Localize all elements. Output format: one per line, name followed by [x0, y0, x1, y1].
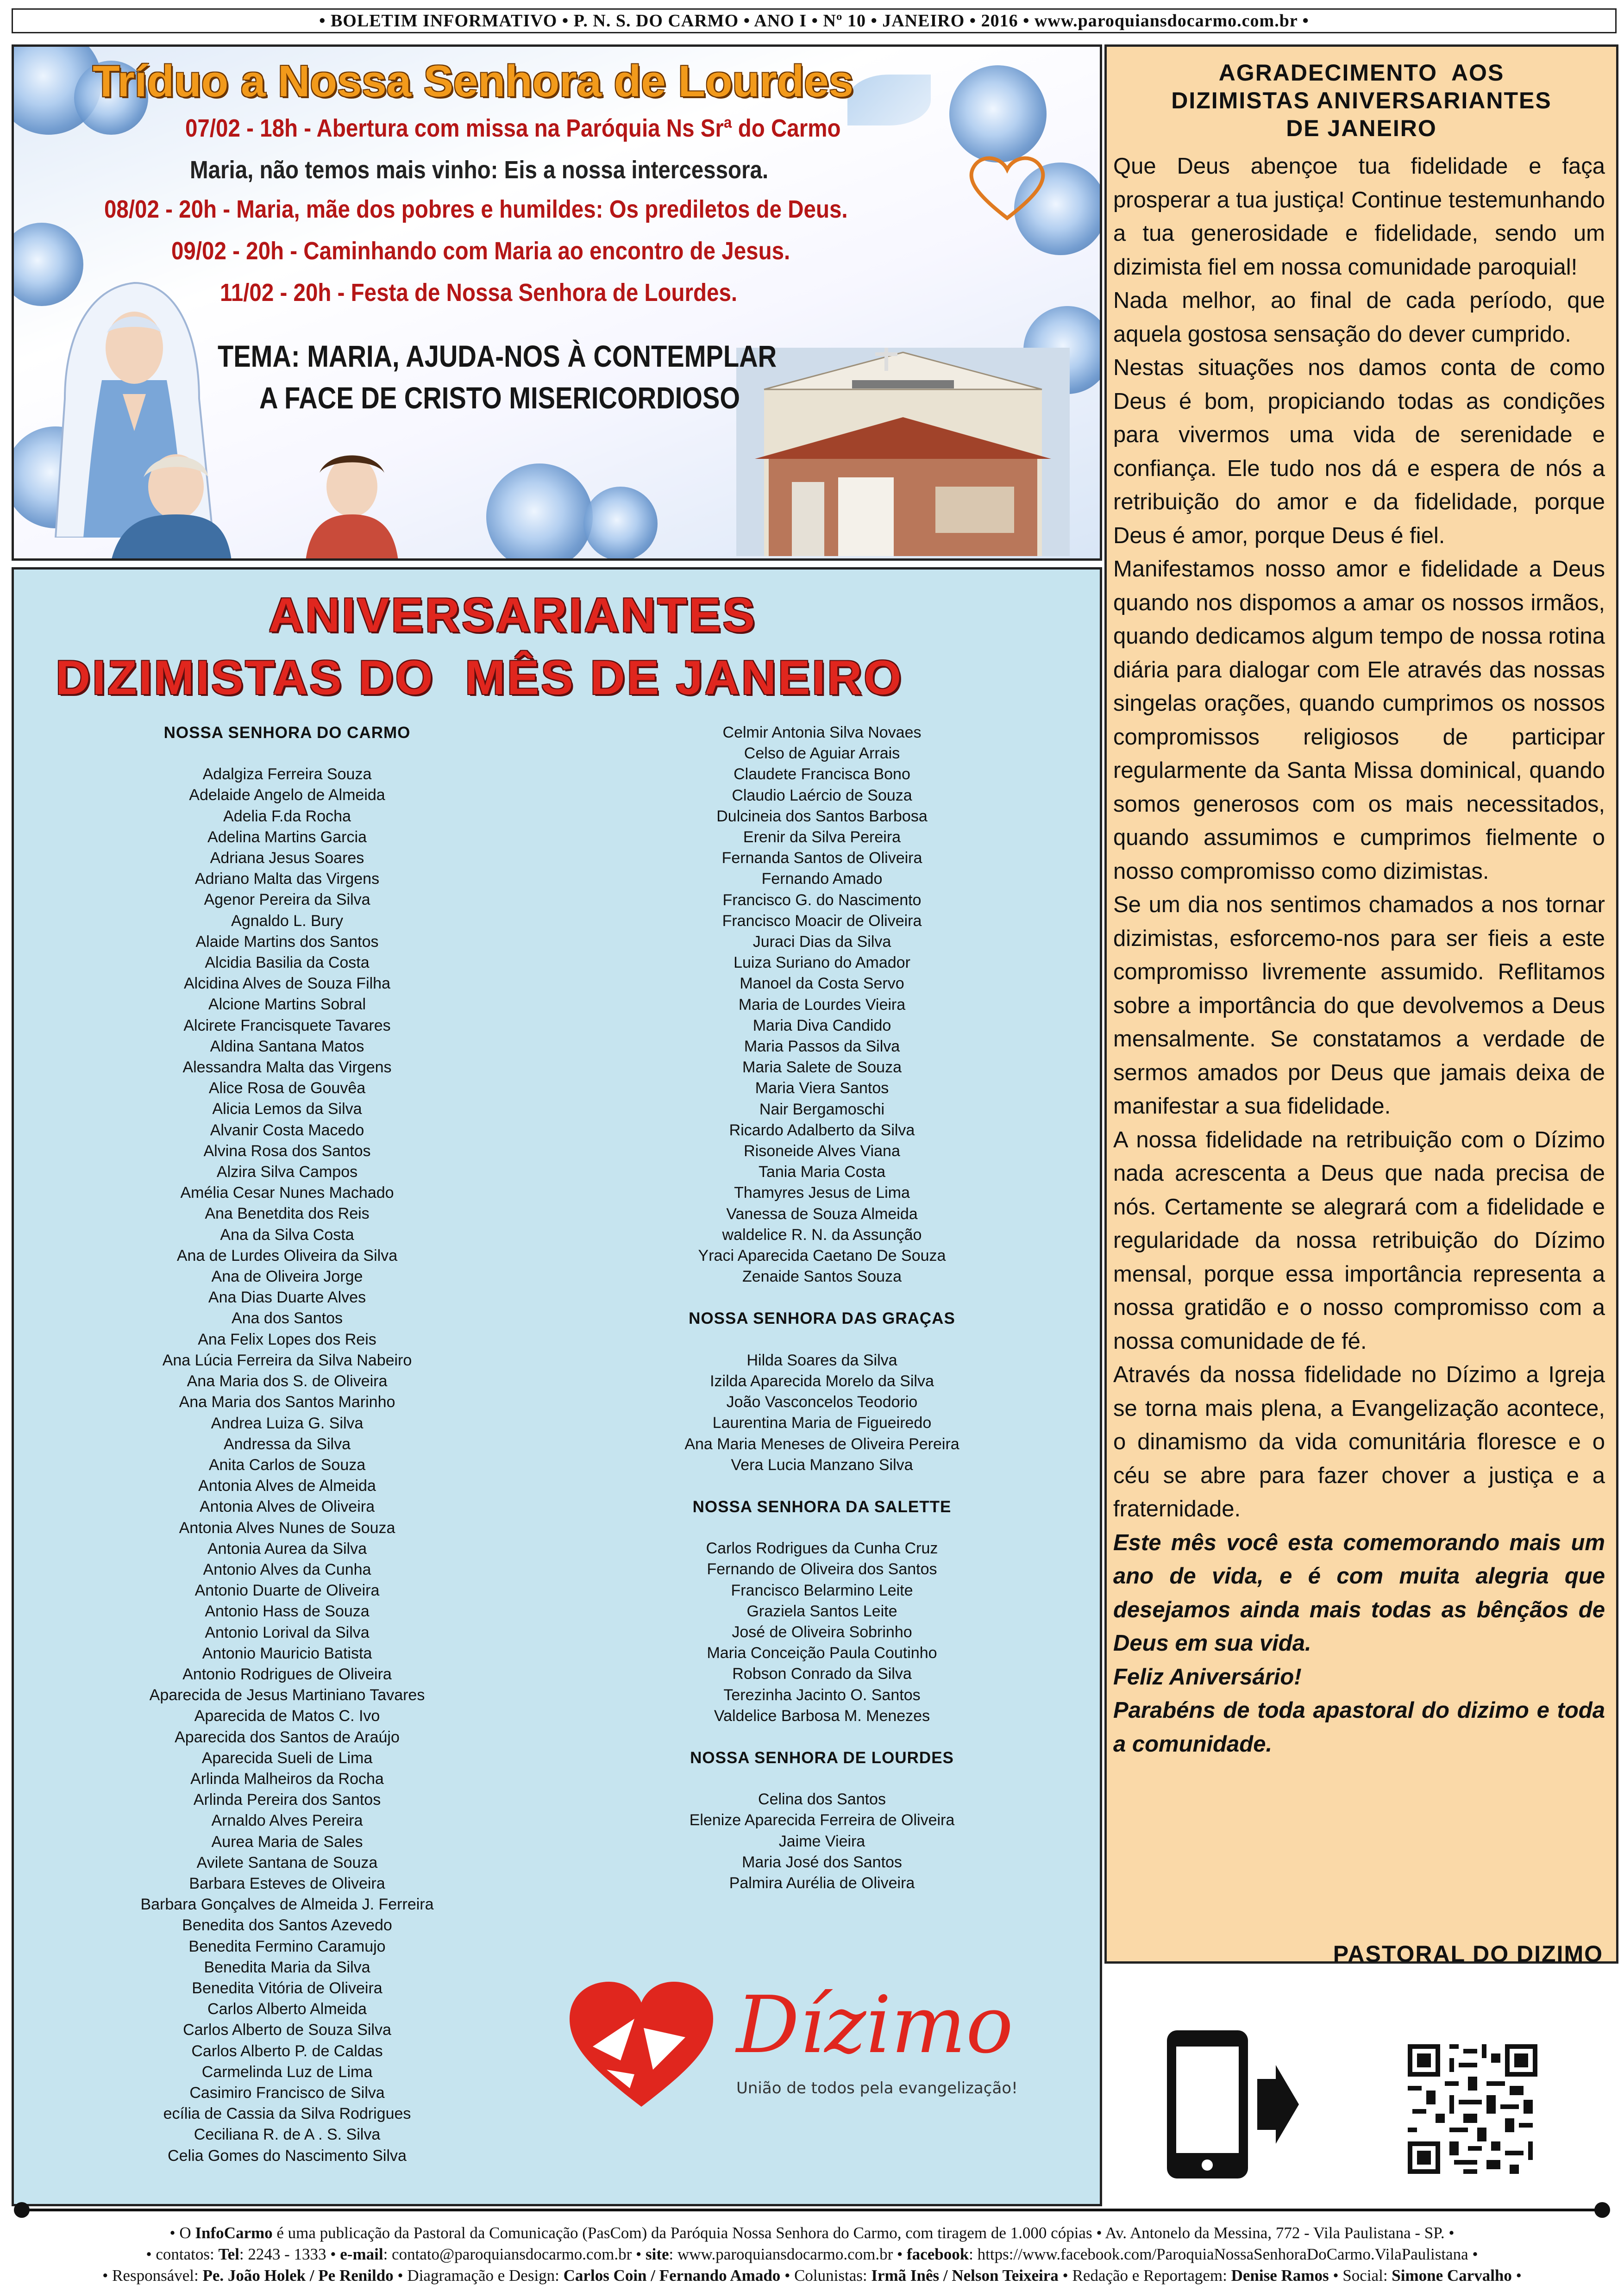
name-entry: Andrea Luiza G. Silva: [211, 1414, 364, 1432]
footer-line-1: [0, 2222, 1624, 2244]
birthday-list-panel: [12, 567, 1102, 2206]
banner-line-5-text: 11/02 - 20h - Festa de Nossa Senhora de Lourdes.: [220, 279, 738, 307]
name-entry: Maria Salete de Souza: [742, 1058, 902, 1077]
child-figure-illustration: [93, 445, 241, 561]
name-entry: Laurentina Maria de Figueiredo: [712, 1414, 932, 1432]
footer-text: Pe. João Holek / Pe Renildo: [202, 2266, 394, 2285]
saint-figure-illustration: [292, 445, 412, 561]
name-entry: Maria de Lourdes Vieira: [738, 995, 906, 1014]
name-entry: Antonia Alves de Almeida: [198, 1477, 376, 1495]
name-entry: Fernando Amado: [761, 870, 883, 888]
section-title-lourdes: NOSSA SENHORA DE LOURDES: [690, 1748, 954, 1767]
name-entry: Francisco Moacir de Oliveira: [722, 912, 922, 930]
footer-text: é uma publicação da Pastoral da Comunicação (PasCom) da Paróquia Nossa Senhora do Carmo, com tiragem de 1.000 cópias • Av. Antonelo da Messina, 772 - Vila Paulistana - SP. •: [272, 2224, 1455, 2242]
name-entry: Benedita Vitória de Oliveira: [192, 1979, 382, 1997]
name-entry: Ana Lúcia Ferreira da Silva Nabeiro: [162, 1351, 412, 1369]
flower-decoration: [583, 487, 658, 561]
name-entry: Luiza Suriano do Amador: [734, 954, 910, 972]
name-entry: Aparecida de Jesus Martiniano Tavares: [149, 1686, 425, 1704]
footer-text: •: [1511, 2266, 1522, 2285]
name-entry: Antonio Rodrigues de Oliveira: [182, 1665, 392, 1683]
footer-label: facebook: [907, 2245, 969, 2263]
flower-decoration: [486, 463, 593, 561]
footer-text: Irmã Inês / Nelson Teixeira: [871, 2266, 1059, 2285]
name-entry: Antonia Aurea da Silva: [207, 1540, 367, 1558]
name-entry: Adriana Jesus Soares: [210, 849, 364, 867]
name-entry: Benedita Fermino Caramujo: [188, 1937, 386, 1955]
list-column-left: [42, 722, 533, 2166]
name-entry: Antonio Duarte de Oliveira: [194, 1582, 380, 1600]
name-entry: Ana de Lurdes Oliveira da Silva: [176, 1246, 398, 1264]
list-column-right: [577, 722, 1067, 1894]
banner-line-4: [171, 237, 790, 265]
name-entry: Graziela Santos Leite: [746, 1602, 897, 1620]
name-entry: Avilete Santana de Souza: [196, 1853, 378, 1872]
footer-text: Simone Carvalho: [1392, 2266, 1512, 2285]
article-greeting: Este mês você esta comemorando mais um ano de vida, e é com muita alegria que desejamos ainda mais todas as bênçãos de Deus em sua vida.: [1113, 1530, 1605, 1656]
name-entry: Maria Conceição Paula Coutinho: [707, 1644, 937, 1662]
name-entry: Aparecida dos Santos de Araújo: [175, 1728, 400, 1746]
list-heading-1: ANIVERSARIANTES: [269, 588, 757, 642]
name-entry: Carlos Alberto Almeida: [207, 2000, 367, 2018]
dizimo-logo-tagline: União de todos pela evangelização!: [736, 2079, 1018, 2097]
name-entry: Alicia Lemos da Silva: [212, 1100, 362, 1118]
banner-line-1-text: 07/02 - 18h - Abertura com missa na Paróquia Ns Srª do Carmo: [185, 114, 841, 142]
banner-line-5: [220, 278, 737, 307]
name-entry: Celso de Aguiar Arrais: [744, 745, 900, 763]
name-entry: Ana Dias Duarte Alves: [208, 1289, 366, 1307]
qr-code-icon[interactable]: [1408, 2044, 1537, 2174]
name-entry: Alcione Martins Sobral: [208, 995, 366, 1014]
name-entry: Benedita dos Santos Azevedo: [182, 1916, 392, 1934]
name-entry: Hilda Soares da Silva: [746, 1351, 897, 1369]
name-entry: Alessandra Malta das Virgens: [182, 1058, 392, 1077]
section-title-gracas: NOSSA SENHORA DAS GRAÇAS: [689, 1309, 955, 1328]
footer-phone: : 2243 - 1333 •: [239, 2245, 340, 2263]
name-entry: Valdelice Barbosa M. Menezes: [714, 1707, 930, 1725]
name-entry: Barbara Esteves de Oliveira: [189, 1874, 385, 1892]
article-greeting: Feliz Aniversário!: [1113, 1664, 1302, 1690]
article-paragraph: Que Deus abençoe tua fidelidade e faça prosperar a tua justiça! Continue testemunhando a tua generosidade e fidelidade, sendo um dizimista fiel em nossa comunidade paroquial!: [1113, 154, 1605, 280]
footer-email-link[interactable]: : contato@paroquiansdocarmo.com.br •: [383, 2245, 646, 2263]
heart-ornament-icon: [968, 153, 1047, 223]
footer-text: InfoCarmo: [195, 2224, 273, 2242]
footer-label: site: [645, 2245, 669, 2263]
name-entry: Izilda Aparecida Morelo da Silva: [710, 1372, 934, 1390]
banner-line-2: Maria, não temos mais vinho: Eis a nossa intercessora.: [190, 156, 769, 184]
article-title-line-2: DIZIMISTAS ANIVERSARIANTES: [1171, 88, 1552, 113]
name-entry: Barbara Gonçalves de Almeida J. Ferreira: [140, 1896, 434, 1914]
banner-line-3: [104, 195, 848, 224]
name-entry: Ana de Oliveira Jorge: [211, 1268, 363, 1286]
name-entry: Aldina Santana Matos: [210, 1037, 364, 1055]
footer-dot-left: [14, 2202, 30, 2218]
name-entry: José de Oliveira Sobrinho: [732, 1623, 912, 1641]
banner-theme-line-1: TEMA: MARIA, AJUDA-NOS À CONTEMPLAR: [218, 339, 777, 373]
footer-text: • Redação e Reportagem:: [1058, 2266, 1231, 2285]
article-paragraph: Manifestamos nosso amor e fidelidade a Deus quando nos dispomos a amar os nossos irmãos, quando dedicamos algum tempo de nossa rotina diária para dialogar com Ele através das nossas singelas orações, quando cumprimos os nossos compromissos religiosos de participar regularmente da Santa Missa dominical, quando somos generosos com os mais necessitados, quando assumimos e cumprimos fielmente o nosso compromisso como dizimistas.: [1113, 557, 1605, 884]
smartphone-icon: [1162, 2028, 1301, 2181]
footer-text: • Responsável:: [102, 2266, 203, 2285]
name-entry: Amélia Cesar Nunes Machado: [180, 1184, 394, 1202]
footer-facebook-link[interactable]: : https://www.facebook.com/ParoquiaNossaSenhoraDoCarmo.VilaPaulistana •: [969, 2245, 1478, 2263]
section-title-salette: NOSSA SENHORA DA SALETTE: [692, 1497, 952, 1516]
name-entry: Adelaide Angelo de Almeida: [189, 786, 385, 804]
name-entry: Adriano Malta das Virgens: [194, 870, 380, 888]
name-entry: Adelina Martins Garcia: [207, 828, 367, 846]
banner-line-4-text: 09/02 - 20h - Caminhando com Maria ao encontro de Jesus.: [171, 237, 790, 265]
name-entry: Celia Gomes do Nascimento Silva: [168, 2147, 407, 2165]
footer-site-link[interactable]: : www.paroquiansdocarmo.com.br •: [669, 2245, 907, 2263]
name-entry: Ana Maria dos Santos Marinho: [179, 1393, 395, 1411]
name-entry: Alcidina Alves de Souza Filha: [183, 975, 391, 993]
name-entry: Antonio Mauricio Batista: [202, 1644, 372, 1662]
name-entry: Benedita Maria da Silva: [204, 1958, 370, 1976]
name-entry: Aparecida Sueli de Lima: [201, 1749, 373, 1767]
name-entry: Celina dos Santos: [758, 1790, 886, 1809]
name-entry: Nair Bergamoschi: [759, 1100, 885, 1118]
name-entry: Ana Benetdita dos Reis: [205, 1205, 370, 1223]
footer-line-2: [0, 2244, 1624, 2265]
banner-theme-line-2: A FACE DE CRISTO MISERICORDIOSO: [259, 381, 740, 415]
name-entry: Agnaldo L. Bury: [231, 912, 343, 930]
footer-rule: [28, 2209, 1598, 2211]
article-title: [1107, 59, 1616, 142]
name-entry: Palmira Aurélia de Oliveira: [729, 1874, 915, 1892]
name-entry: ecília de Cassia da Silva Rodrigues: [163, 2105, 411, 2123]
name-entry: Maria Passos da Silva: [744, 1038, 900, 1056]
article-paragraph: Através da nossa fidelidade no Dízimo a Igreja se torna mais plena, a Evangelização acontece, o dinamismo da vida comunitária floresce e o céu se abre para fazer chover a justiça e a fraternidade.: [1113, 1362, 1605, 1521]
name-entry: waldelice R. N. da Assunção: [722, 1226, 922, 1244]
name-entry: Alzira Silva Campos: [216, 1163, 358, 1181]
footer-text: • Diagramação e Design:: [393, 2266, 564, 2285]
masthead-strip: [12, 8, 1617, 33]
name-list-salette: [577, 1538, 1067, 1727]
name-entry: Zenaide Santos Souza: [742, 1268, 902, 1286]
article-paragraph: Se um dia nos sentimos chamados a nos tornar dizimistas, esforcemo-nos para ser fieis a este compromisso livremente assumido. Reflitamos sobre a importância do que devolvemos a Deus mensalmente. Se constatamos a verdade de sermos amados por Deus que jamais deixa de manifestar a sua fidelidade.: [1113, 892, 1605, 1119]
name-entry: Alcidia Basilia da Costa: [205, 954, 370, 972]
name-entry: Carlos Alberto P. de Caldas: [191, 2042, 383, 2060]
name-entry: Adalgiza Ferreira Souza: [202, 765, 372, 783]
footer-label: e-mail: [340, 2245, 383, 2263]
name-entry: Fernanda Santos de Oliveira: [721, 849, 922, 867]
name-entry: Manoel da Costa Servo: [740, 975, 904, 993]
name-entry: Ricardo Adalberto da Silva: [729, 1121, 915, 1139]
flower-decoration: [949, 65, 1047, 163]
name-entry: Vanessa de Souza Almeida: [726, 1205, 918, 1223]
banner-title: Tríduo a Nossa Senhora de Lourdes: [93, 56, 854, 106]
footer-dot-right: [1594, 2202, 1610, 2218]
name-entry: Robson Conrado da Silva: [732, 1665, 912, 1683]
name-entry: Ana da Silva Costa: [220, 1226, 354, 1244]
name-entry: Antonio Hass de Souza: [205, 1602, 370, 1621]
name-entry: Risoneide Alves Viana: [744, 1142, 900, 1160]
name-entry: Tania Maria Costa: [758, 1163, 885, 1181]
article-paragraph: Nestas situações nos damos conta de como Deus é bom, propiciando todas as condições para vivermos uma vida de serenidade e confiança. Ele tudo nos dá e espera de nós a retribuição do amor e da fidelidade, porque Deus é amor, porque Deus é fiel.: [1113, 355, 1605, 548]
name-entry: Elenize Aparecida Ferreira de Oliveira: [689, 1811, 955, 1829]
name-entry: Ana Maria Meneses de Oliveira Pereira: [684, 1435, 959, 1453]
article-title-line-1: AGRADECIMENTO AOS: [1218, 60, 1505, 86]
name-entry: Erenir da Silva Pereira: [743, 828, 901, 846]
name-entry: Aurea Maria de Sales: [211, 1833, 363, 1851]
footer-label: Tel: [218, 2245, 239, 2263]
article-greeting: Parabéns de toda apastoral do dizimo e toda a comunidade.: [1113, 1698, 1605, 1757]
dizimo-heart-logo-icon: [565, 1977, 718, 2111]
name-entry: Antonio Alves da Cunha: [203, 1560, 371, 1578]
banner-line-1: [185, 114, 840, 143]
banner-line-3-text: 08/02 - 20h - Maria, mãe dos pobres e humildes: Os prediletos de Deus.: [104, 195, 848, 223]
article-body: [1113, 150, 1605, 1761]
footer-text: • contatos:: [146, 2245, 219, 2263]
name-entry: Francisco Belarmino Leite: [731, 1581, 913, 1599]
article-title-line-3: DE JANEIRO: [1286, 115, 1437, 141]
name-entry: Ceciliana R. de A . S. Silva: [194, 2126, 381, 2144]
article-signature: PASTORAL DO DIZIMO: [1333, 1941, 1603, 1967]
name-entry: Alcirete Francisquete Tavares: [183, 1016, 391, 1034]
name-entry: Fernando de Oliveira dos Santos: [707, 1560, 937, 1578]
name-entry: Dulcineia dos Santos Barbosa: [716, 807, 928, 825]
name-entry: Arlinda Pereira dos Santos: [193, 1791, 381, 1809]
list-heading-2: DIZIMISTAS DO MÊS DE JANEIRO: [56, 651, 903, 705]
name-entry: Antonia Alves de Oliveira: [200, 1498, 375, 1516]
name-entry: Vera Lucia Manzano Silva: [731, 1456, 913, 1474]
name-entry: Agenor Pereira da Silva: [204, 891, 370, 909]
name-entry: Carlos Alberto de Souza Silva: [183, 2021, 391, 2039]
name-entry: Anita Carlos de Souza: [208, 1456, 366, 1474]
name-entry: Alice Rosa de Gouvêa: [208, 1079, 366, 1097]
name-entry: Thamyres Jesus de Lima: [734, 1184, 910, 1202]
name-list-carmo: [42, 764, 533, 2166]
name-entry: Francisco G. do Nascimento: [722, 891, 922, 909]
name-entry: Aparecida de Matos C. Ivo: [194, 1707, 380, 1725]
name-entry: Maria Diva Candido: [752, 1016, 891, 1034]
name-entry: Ana dos Santos: [231, 1309, 343, 1327]
footer-text: • Social:: [1329, 2266, 1392, 2285]
footer-credits: [0, 2222, 1624, 2286]
name-entry: Carmelinda Luz de Lima: [201, 2063, 373, 2081]
name-entry: Yraci Aparecida Caetano De Souza: [698, 1247, 946, 1265]
triduo-banner: [12, 44, 1102, 561]
thanks-article: [1104, 44, 1618, 1967]
name-entry: Casimiro Francisco de Silva: [189, 2084, 385, 2102]
section-title-carmo: NOSSA SENHORA DO CARMO: [163, 724, 411, 742]
article-paragraph: Nada melhor, ao final de cada período, que aquela gostosa sensação do dever cumprido.: [1113, 288, 1605, 347]
name-entry: Arlinda Malheiros da Rocha: [190, 1770, 384, 1788]
name-list-carmo-continued: [577, 722, 1067, 1287]
name-entry: Andressa da Silva: [223, 1435, 351, 1453]
name-entry: João Vasconcelos Teodorio: [726, 1393, 918, 1411]
name-entry: Arnaldo Alves Pereira: [211, 1812, 363, 1830]
footer-text: Denise Ramos: [1231, 2266, 1329, 2285]
footer-text: • Colunistas:: [780, 2266, 872, 2285]
name-entry: Maria José dos Santos: [742, 1853, 902, 1871]
name-list-gracas: [577, 1350, 1067, 1476]
name-entry: Juraci Dias da Silva: [752, 933, 891, 951]
name-entry: Antonia Alves Nunes de Souza: [179, 1519, 395, 1537]
name-entry: Carlos Rodrigues da Cunha Cruz: [706, 1540, 938, 1558]
name-list-lourdes: [577, 1789, 1067, 1894]
name-entry: Ana Felix Lopes dos Reis: [198, 1330, 376, 1348]
name-entry: Adelia F.da Rocha: [223, 807, 351, 825]
name-entry: Alvanir Costa Macedo: [210, 1121, 364, 1139]
name-entry: Celmir Antonia Silva Novaes: [722, 724, 922, 741]
name-entry: Antonio Lorival da Silva: [205, 1623, 370, 1641]
footer-line-3: [0, 2265, 1624, 2286]
name-entry: Terezinha Jacinto O. Santos: [723, 1686, 921, 1704]
church-photo-illustration: [736, 348, 1070, 556]
name-entry: Claudio Laércio de Souza: [732, 786, 912, 804]
name-entry: Alaide Martins dos Santos: [195, 933, 379, 951]
masthead-text: • BOLETIM INFORMATIVO • P. N. S. DO CARMO • ANO I • Nº 10 • JANEIRO • 2016 • www.paroquiansdocarmo.com.br •: [319, 11, 1309, 31]
footer-text: • O: [169, 2224, 195, 2242]
name-entry: Claudete Francisca Bono: [734, 765, 910, 783]
leaf-decoration: [847, 75, 931, 125]
article-paragraph: A nossa fidelidade na retribuição com o Dízimo nada acrescenta a Deus que nada precisa de nós. Certamente se alegrará com a fidelidade e regularidade da nossa retribuição do Dízimo mensal, porque essa importância representa a nossa gratidão e o nosso compromisso com a nossa comunidade de fé.: [1113, 1127, 1605, 1354]
dizimo-logo-word: Dízimo: [736, 1979, 1014, 2071]
name-entry: Ana Maria dos S. de Oliveira: [187, 1372, 388, 1390]
name-entry: Alvina Rosa dos Santos: [203, 1142, 371, 1160]
name-entry: Jaime Vieira: [778, 1832, 865, 1850]
name-entry: Maria Viera Santos: [755, 1079, 889, 1097]
footer-text: Carlos Coin / Fernando Amado: [563, 2266, 781, 2285]
